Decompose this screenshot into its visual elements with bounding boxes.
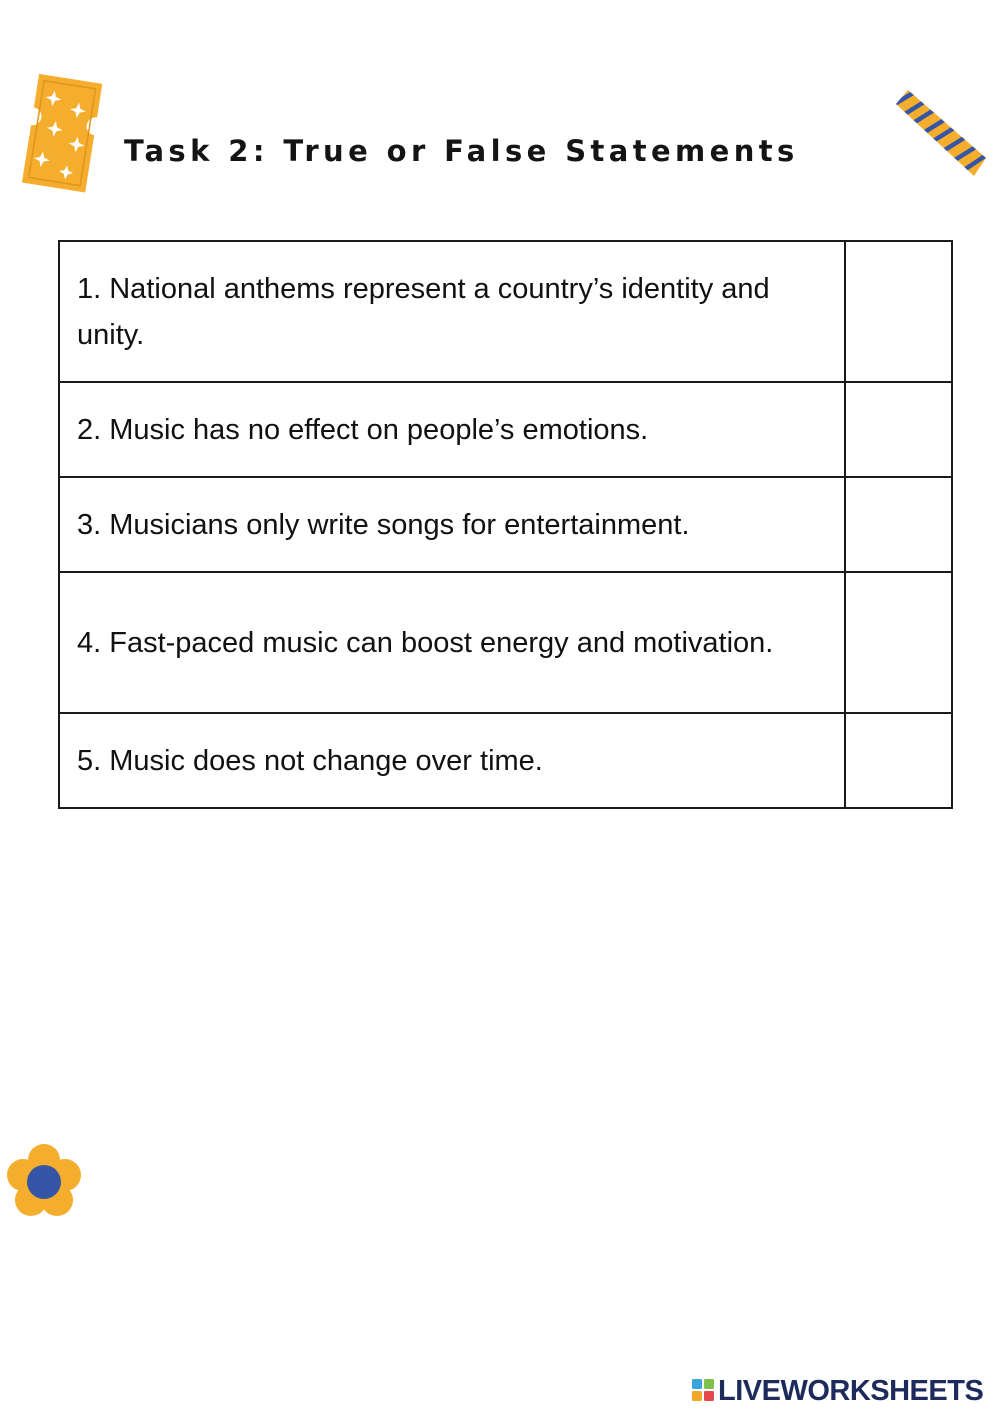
statement-text: 4. Fast-paced music can boost energy and motivation. [59,572,845,713]
statement-row [59,477,952,572]
washi-tape-icon [888,84,994,184]
statement-row [59,241,952,382]
answer-input[interactable] [846,573,951,712]
statement-row [59,382,952,477]
liveworksheets-brand [692,1374,983,1408]
statement-row [59,713,952,808]
answer-cell[interactable] [845,241,952,382]
answer-input[interactable] [846,383,951,476]
answer-cell[interactable] [845,477,952,572]
statement-text: 5. Music does not change over time. [59,713,845,808]
statement-text: 1. National anthems represent a country’s identity and unity. [59,241,845,382]
flower-icon [4,1142,84,1222]
statements-table [58,240,953,809]
brand-name: LIVEWORKSHEETS [718,1374,984,1407]
statement-text: 3. Musicians only write songs for entertainment. [59,477,845,572]
answer-input[interactable] [846,714,951,807]
answer-cell[interactable] [845,572,952,713]
answer-input[interactable] [846,242,951,381]
answer-cell[interactable] [845,382,952,477]
statement-row [59,572,952,713]
answer-cell[interactable] [845,713,952,808]
worksheet-title: Task 2: True or False Statements [124,134,799,168]
statement-text: 2. Music has no effect on people’s emotions. [59,382,845,477]
liveworksheets-logo-icon [692,1379,714,1403]
ticket-icon [14,70,108,198]
answer-input[interactable] [846,478,951,571]
